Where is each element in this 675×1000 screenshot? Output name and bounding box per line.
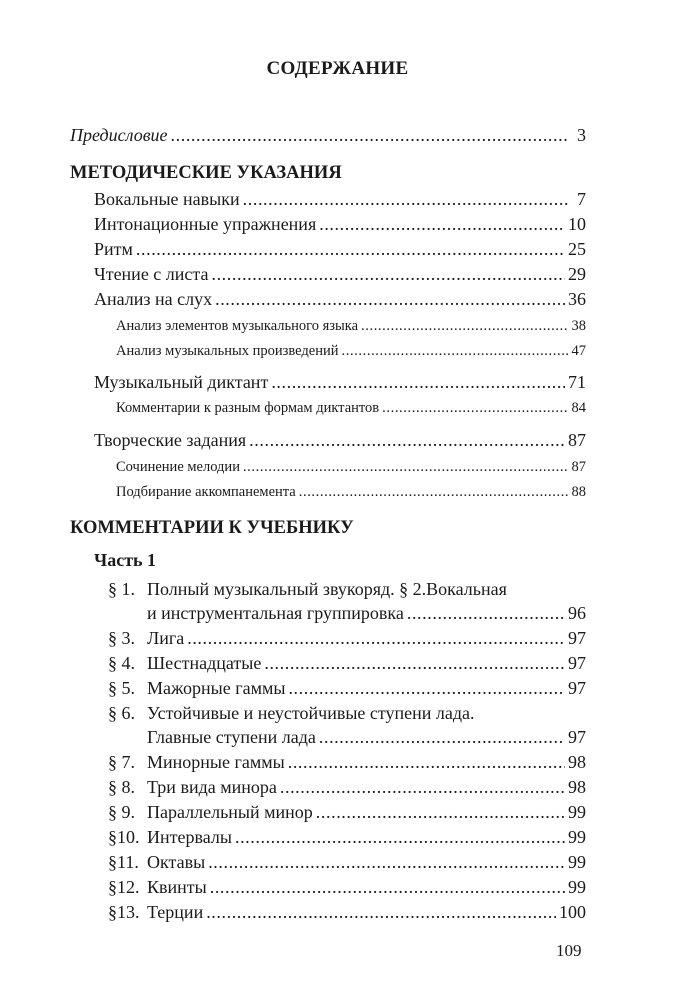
- toc-entry-page: 84: [571, 400, 586, 416]
- toc-entry-page: 100: [559, 902, 586, 922]
- toc-entry-page: 99: [568, 877, 586, 897]
- toc-entry-label-cont: и инструментальная группировка: [147, 603, 404, 623]
- toc-subentry[interactable]: [116, 456, 586, 478]
- toc-entry-preface[interactable]: [70, 124, 586, 146]
- toc-entry-page: 29: [568, 264, 586, 284]
- toc-entry[interactable]: [94, 188, 586, 210]
- toc-paragraph-entry[interactable]: [108, 677, 586, 699]
- dot-leader: [361, 315, 568, 337]
- toc-entry-page: 98: [568, 752, 586, 772]
- toc-entry-page: 7: [577, 189, 586, 209]
- toc-entry-page: 87: [568, 430, 586, 450]
- dot-leader: [342, 340, 569, 362]
- toc-entry-label: Лига: [147, 628, 185, 648]
- toc-entry-label: Анализ на слух: [94, 289, 213, 309]
- toc-entry[interactable]: [94, 263, 586, 285]
- toc-entry-label: Полный музыкальный звукоряд. § 2.Вокальная: [147, 579, 507, 599]
- dot-leader: [319, 726, 565, 748]
- paragraph-number: § 6.: [108, 703, 135, 723]
- dot-leader: [271, 371, 565, 393]
- dot-leader: [208, 851, 565, 873]
- toc-paragraph-entry[interactable]: [108, 826, 586, 848]
- paragraph-number: § 7.: [108, 752, 135, 772]
- paragraph-number: § 3.: [108, 628, 135, 648]
- toc-entry-label: Интервалы: [147, 827, 232, 847]
- toc-entry-page: 98: [568, 777, 586, 797]
- toc-paragraph-entry[interactable]: [108, 578, 586, 600]
- paragraph-number: § 1.: [108, 579, 135, 599]
- toc-entry-label: Чтение с листа: [94, 264, 209, 284]
- dot-leader: [288, 677, 565, 699]
- toc-entry-label: Подбирание аккомпанемента: [116, 484, 296, 500]
- paragraph-number: §13.: [108, 902, 140, 922]
- dot-leader: [319, 213, 565, 235]
- toc-entry-page: 38: [571, 318, 586, 334]
- toc-paragraph-entry[interactable]: [108, 652, 586, 674]
- dot-leader: [215, 288, 565, 310]
- toc-paragraph-entry[interactable]: [108, 851, 586, 873]
- toc-entry-page: 25: [568, 239, 586, 259]
- dot-leader: [210, 876, 565, 898]
- toc-paragraph-entry[interactable]: [108, 801, 586, 823]
- paragraph-number: §12.: [108, 877, 140, 897]
- toc-entry[interactable]: [94, 288, 586, 310]
- toc-entry-label: Параллельный минор: [147, 802, 313, 822]
- toc-entry[interactable]: [94, 429, 586, 451]
- toc-entry-page: 71: [568, 372, 586, 392]
- toc-entry-page: 36: [568, 289, 586, 309]
- toc-entry-page: 3: [577, 125, 586, 145]
- dot-leader: [249, 429, 565, 451]
- toc-entry-page: 97: [568, 727, 586, 747]
- toc-entry-label: Терции: [147, 902, 204, 922]
- toc-entry-label: Минорные гаммы: [147, 752, 285, 772]
- page-number: 109: [556, 941, 582, 960]
- toc-entry-page: 97: [568, 653, 586, 673]
- dot-leader: [211, 263, 565, 285]
- toc-entry-label: Комментарии к разным формам диктантов: [116, 400, 380, 416]
- dot-leader: [316, 801, 565, 823]
- dot-leader: [299, 481, 569, 503]
- toc-subentry[interactable]: [116, 340, 586, 362]
- toc-entry-label: Предисловие: [70, 125, 168, 145]
- paragraph-number: § 5.: [108, 678, 135, 698]
- toc-paragraph-entry[interactable]: [108, 627, 586, 649]
- paragraph-number: §10.: [108, 827, 140, 847]
- toc-entry-label: Анализ элементов музыкального языка: [116, 318, 359, 334]
- toc-entry-label: Интонационные упражнения: [94, 214, 317, 234]
- toc-entry[interactable]: [94, 238, 586, 260]
- toc-paragraph-continuation[interactable]: [147, 726, 586, 748]
- toc-subentry[interactable]: [116, 397, 586, 419]
- toc-entry-label: Сочинение мелодии: [116, 459, 240, 475]
- toc-entry-label: Вокальные навыки: [94, 189, 240, 209]
- section-heading-commentary: КОММЕНТАРИИ К УЧЕБНИКУ: [70, 518, 354, 538]
- toc-entry-label: Музыкальный диктант: [94, 372, 269, 392]
- toc-entry-label: Устойчивые и неустойчивые ступени лада.: [147, 703, 475, 723]
- toc-paragraph-entry[interactable]: [108, 776, 586, 798]
- dot-leader: [407, 602, 565, 624]
- paragraph-number: § 9.: [108, 802, 135, 822]
- dot-leader: [243, 188, 569, 210]
- toc-subentry[interactable]: [116, 315, 586, 337]
- dot-leader: [136, 238, 565, 260]
- dot-leader: [288, 751, 565, 773]
- toc-entry-label: Мажорные гаммы: [147, 678, 286, 698]
- paragraph-number: § 8.: [108, 777, 135, 797]
- dot-leader: [187, 627, 565, 649]
- toc-paragraph-entry[interactable]: [108, 702, 586, 724]
- toc-entry-label: Анализ музыкальных произведений: [116, 343, 339, 359]
- dot-leader: [382, 397, 568, 419]
- toc-entry-label: Шестнадцатые: [147, 653, 262, 673]
- page-title: СОДЕРЖАНИЕ: [266, 58, 409, 79]
- toc-entry-page: 99: [568, 802, 586, 822]
- toc-paragraph-entry[interactable]: [108, 901, 586, 923]
- toc-entry[interactable]: [94, 213, 586, 235]
- toc-paragraph-continuation[interactable]: [147, 602, 586, 624]
- toc-entry-page: 87: [571, 459, 586, 475]
- toc-paragraph-entry[interactable]: [108, 876, 586, 898]
- toc-entry-label: Квинты: [147, 877, 207, 897]
- toc-entry-page: 10: [568, 214, 586, 234]
- toc-entry-page: 88: [571, 484, 586, 500]
- paragraph-number: § 4.: [108, 653, 135, 673]
- dot-leader: [235, 826, 565, 848]
- toc-entry-page: 47: [571, 343, 586, 359]
- toc-entry-page: 96: [568, 603, 586, 623]
- dot-leader: [243, 456, 569, 478]
- toc-entry-page: 99: [568, 827, 586, 847]
- toc-entry-page: 97: [568, 628, 586, 648]
- toc-entry-label: Три вида минора: [147, 777, 277, 797]
- toc-entry-page: 99: [568, 852, 586, 872]
- toc-entry-page: 97: [568, 678, 586, 698]
- dot-leader: [171, 124, 569, 146]
- section-heading-methodical: МЕТОДИЧЕСКИЕ УКАЗАНИЯ: [70, 163, 342, 183]
- toc-entry[interactable]: [94, 371, 586, 393]
- toc-paragraph-entry[interactable]: [108, 751, 586, 773]
- toc-entry-label-cont: Главные ступени лада: [147, 727, 316, 747]
- toc-entry-label: Творческие задания: [94, 430, 247, 450]
- dot-leader: [264, 652, 565, 674]
- toc-entry-label: Ритм: [94, 239, 133, 259]
- dot-leader: [206, 901, 556, 923]
- paragraph-number: §11.: [108, 852, 139, 872]
- toc-entry-label: Октавы: [147, 852, 206, 872]
- dot-leader: [280, 776, 565, 798]
- part-heading: Часть 1: [94, 550, 157, 570]
- toc-subentry[interactable]: [116, 481, 586, 503]
